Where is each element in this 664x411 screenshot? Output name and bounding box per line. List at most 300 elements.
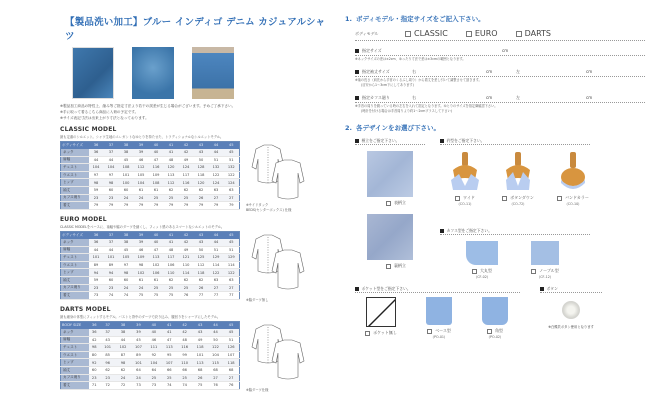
table-row xyxy=(61,336,240,344)
table-cell: 101 xyxy=(119,171,134,179)
table-cell: 85 xyxy=(100,351,115,359)
checkbox[interactable] xyxy=(386,201,391,206)
table-cell: 116 xyxy=(179,179,194,187)
table-cell: 124 xyxy=(224,179,240,187)
row-label: ウエスト xyxy=(61,171,89,179)
table-cell: 45 xyxy=(119,156,134,164)
table-cell: 122 xyxy=(208,344,223,352)
checkbox[interactable] xyxy=(472,269,477,274)
table-cell: 117 xyxy=(179,171,194,179)
size-column-header: 42 xyxy=(179,232,194,239)
model-description: CLASSIC MODELをベースに、袖幅や脇のダーツを細くし、フィット感のあるスマートなシルエットのモデル。 xyxy=(60,225,225,229)
table-cell: 64 xyxy=(146,366,161,374)
product-photos xyxy=(72,47,330,99)
table-cell: 27 xyxy=(208,374,223,382)
table-cell: 104 xyxy=(208,351,223,359)
table-cell: 51 xyxy=(223,336,239,344)
table-cell: 101 xyxy=(104,254,119,262)
size-column-header: 36 xyxy=(89,322,100,329)
left-label: 左 xyxy=(516,94,520,100)
table-cell: 39 xyxy=(134,239,149,247)
table-row xyxy=(61,359,240,367)
table-cell: 94 xyxy=(89,269,104,277)
model-title: DARTS MODEL xyxy=(60,306,111,313)
table-cell: 62 xyxy=(194,276,209,284)
table-cell: 89 xyxy=(131,351,146,359)
table-cell: 25 xyxy=(179,284,194,292)
shirt-front-photo xyxy=(72,47,114,99)
table-cell: 101 xyxy=(100,344,115,352)
table-cell: 116 xyxy=(177,344,192,352)
table-cell: 107 xyxy=(223,351,239,359)
product-notes xyxy=(60,103,330,121)
table-cell: 80 xyxy=(89,351,100,359)
sleeve-field xyxy=(355,67,645,88)
table-cell: 40 xyxy=(149,149,164,157)
table-cell: 61 xyxy=(149,186,164,194)
table-cell: 27 xyxy=(224,194,240,202)
table-cell: 51 xyxy=(209,246,224,254)
cuff-noble-image xyxy=(531,241,559,265)
table-cell: 75 xyxy=(164,292,179,300)
collar-option-wide[interactable]: ワイド (CO-11) xyxy=(440,150,490,206)
cuff-size-field xyxy=(355,93,645,114)
model-title: CLASSIC MODEL xyxy=(60,126,117,133)
size-table xyxy=(60,141,240,210)
row-label: 肩幅 xyxy=(61,336,89,344)
table-cell: 79 xyxy=(209,202,224,210)
size-column-header: 36 xyxy=(89,142,104,149)
table-cell: 98 xyxy=(119,269,134,277)
table-cell: 79 xyxy=(179,202,194,210)
fabric-swatch-image xyxy=(367,151,413,197)
table-cell: 45 xyxy=(224,239,240,247)
table-cell: 112 xyxy=(194,261,209,269)
table-cell: 66 xyxy=(162,366,177,374)
table-cell: 43 xyxy=(194,149,209,157)
table-cell: 121 xyxy=(179,254,194,262)
bullet-square-icon xyxy=(355,287,359,291)
table-cell: 63 xyxy=(224,186,240,194)
size-column-header: 40 xyxy=(146,322,161,329)
row-label: 着丈 xyxy=(61,382,89,390)
collar-closeup-photo xyxy=(132,47,174,99)
diagram-caption: ※脇ダーツ仕様 xyxy=(246,388,269,392)
collar-band-image xyxy=(553,150,593,192)
size-column-header: 40 xyxy=(149,142,164,149)
table-cell: 37 xyxy=(104,239,119,247)
table-cell: 25 xyxy=(179,194,194,202)
table-cell: 73 xyxy=(146,382,161,390)
table-cell: 38 xyxy=(119,239,134,247)
size-hint: ※ネックサイズの差は±2cm、ゆったり寸法で差は±3cmの範囲となります。 xyxy=(355,57,466,61)
table-cell: 89 xyxy=(104,261,119,269)
table-cell: 115 xyxy=(208,359,223,367)
table-cell: 60 xyxy=(119,186,134,194)
size-column-header: 38 xyxy=(119,232,134,239)
table-cell: 79 xyxy=(104,202,119,210)
bullet-square-icon xyxy=(440,139,444,143)
table-cell: 77 xyxy=(194,292,209,300)
row-label: ネック xyxy=(61,329,89,337)
table-cell: 46 xyxy=(146,336,161,344)
table-cell: 46 xyxy=(134,156,149,164)
table-cell: 45 xyxy=(119,246,134,254)
bullet-square-icon xyxy=(440,229,444,233)
shirt-outline-icon xyxy=(246,141,314,205)
table-cell: 27 xyxy=(209,284,224,292)
fabric-option-back[interactable]: 裏柄立 xyxy=(367,214,425,269)
table-row xyxy=(61,276,240,284)
table-cell: 107 xyxy=(131,344,146,352)
table-cell: 97 xyxy=(89,171,104,179)
table-cell: 68 xyxy=(192,366,207,374)
table-cell: 125 xyxy=(194,254,209,262)
table-cell: 23 xyxy=(104,194,119,202)
table-row xyxy=(61,292,240,300)
model-wearing-photo xyxy=(192,47,234,99)
table-cell: 48 xyxy=(164,246,179,254)
table-cell: 44 xyxy=(208,329,223,337)
checkbox[interactable] xyxy=(455,196,460,201)
size-column-header: 41 xyxy=(164,232,179,239)
table-cell: 100 xyxy=(119,179,134,187)
checkbox[interactable] xyxy=(427,329,432,334)
cuff-size-label: 指定カフス廻り xyxy=(362,94,390,100)
table-cell: 48 xyxy=(177,336,192,344)
table-cell: 118 xyxy=(192,344,207,352)
table-cell: 74 xyxy=(119,292,134,300)
bullet-square-icon xyxy=(355,70,359,74)
table-cell: 49 xyxy=(179,156,194,164)
size-column-header: 39 xyxy=(134,142,149,149)
table-row xyxy=(61,351,240,359)
table-cell: 37 xyxy=(104,149,119,157)
checkbox[interactable] xyxy=(557,196,562,201)
body-size-header: ボディサイズ xyxy=(61,142,89,149)
table-cell: 47 xyxy=(149,246,164,254)
table-cell: 36 xyxy=(89,149,104,157)
table-cell: 104 xyxy=(104,164,119,172)
table-cell: 74 xyxy=(177,382,192,390)
fabric-group: 柄立をご指定下さい。 表柄立 裏柄立 xyxy=(355,138,425,269)
darts-model-section xyxy=(60,306,330,391)
size-column-header: 44 xyxy=(209,142,224,149)
table-row xyxy=(61,156,240,164)
sleeve-label: 指定袖丈サイズ xyxy=(362,68,390,74)
note: ※製品加工商品の特性上、縮み等ご指定寸法より若干の誤差が生じる場合がございます。予めご了承下さい。 xyxy=(60,104,236,108)
table-cell: 129 xyxy=(224,254,240,262)
table-cell: 79 xyxy=(119,202,134,210)
checkbox[interactable] xyxy=(531,269,536,274)
table-cell: 45 xyxy=(224,149,240,157)
table-cell: 87 xyxy=(115,351,130,359)
table-cell: 26 xyxy=(194,284,209,292)
checkbox[interactable] xyxy=(365,331,370,336)
table-row xyxy=(61,149,240,157)
table-cell: 98 xyxy=(89,344,100,352)
pocket-option-square[interactable]: 角型 (PO-02) xyxy=(471,297,519,339)
table-cell: 60 xyxy=(104,186,119,194)
table-cell: 76 xyxy=(179,292,194,300)
button-group: ボタン ※白蝶貝ボタン使用となります xyxy=(540,286,602,329)
table-cell: 24 xyxy=(131,374,146,382)
table-cell: 117 xyxy=(164,254,179,262)
table-row xyxy=(61,254,240,262)
table-cell: 105 xyxy=(119,254,134,262)
table-cell: 101 xyxy=(89,254,104,262)
table-cell: 71 xyxy=(89,382,100,390)
table-row xyxy=(61,374,240,382)
table-cell: 49 xyxy=(179,246,194,254)
table-cell: 50 xyxy=(194,246,209,254)
size-column-header: 45 xyxy=(224,142,240,149)
table-cell: 124 xyxy=(179,164,194,172)
model-description: 最も定番のシルエット。シャツ生地のエレガントなゆとりを持たせた、トラディショナルなシルエットモデル。 xyxy=(60,135,224,139)
table-row xyxy=(61,269,240,277)
table-cell: 25 xyxy=(149,194,164,202)
row-label: チェスト xyxy=(61,344,89,352)
table-cell: 110 xyxy=(177,359,192,367)
table-cell: 74 xyxy=(104,292,119,300)
table-row xyxy=(61,239,240,247)
row-label: 着丈 xyxy=(61,292,89,300)
cuff-hint: ※手首の周りを測っている時の左右を入れて指定となります。ゆとりのサイズを指定御確認下さい。 (時計を付ける場合は手首周りより約1〜2cmプラスして下さい) xyxy=(355,104,498,113)
table-cell: 61 xyxy=(149,276,164,284)
row-label: チェスト xyxy=(61,254,89,262)
table-cell: 122 xyxy=(224,171,240,179)
pocket-group: ポケット型をご指定下さい。 ポケット無し ベース型 (PO-01) 角型 (PO-02) xyxy=(355,286,520,339)
table-cell: 92 xyxy=(89,359,100,367)
cuff-round-image xyxy=(466,241,498,265)
section-1-title: 1. ボディモデル・指定サイズをご記入下さい。 xyxy=(345,15,485,23)
table-cell: 47 xyxy=(149,156,164,164)
checkbox[interactable] xyxy=(502,196,507,201)
table-row xyxy=(61,344,240,352)
table-cell: 60 xyxy=(89,366,100,374)
table-row xyxy=(61,284,240,292)
fabric-swatch-image xyxy=(367,214,413,260)
table-cell: 44 xyxy=(89,156,104,164)
table-cell: 48 xyxy=(164,156,179,164)
table-cell: 25 xyxy=(164,284,179,292)
table-cell: 97 xyxy=(104,171,119,179)
table-cell: 73 xyxy=(131,382,146,390)
table-cell: 79 xyxy=(194,202,209,210)
row-label: ウエスト xyxy=(61,351,89,359)
pocket-option-base[interactable]: ベース型 (PO-01) xyxy=(415,297,463,339)
table-cell: 89 xyxy=(89,261,104,269)
checkbox[interactable] xyxy=(405,31,411,37)
table-cell: 24 xyxy=(134,284,149,292)
table-cell: 122 xyxy=(209,269,224,277)
collar-button-down-image xyxy=(498,150,538,192)
row-label: 肩幅 xyxy=(61,246,89,254)
table-cell: 44 xyxy=(89,246,104,254)
table-cell: 62 xyxy=(179,276,194,284)
table-cell: 51 xyxy=(224,156,240,164)
diagram-caption: ※サイドタック BEDS(センターボックス) 仕様 xyxy=(246,203,292,212)
option-darts[interactable]: DARTS xyxy=(516,29,551,38)
body-size-header: BODY SIZE xyxy=(61,322,89,329)
table-header-row xyxy=(61,142,240,149)
note: ※手に取って着るこちら商品に入荷の予定です。 xyxy=(60,110,139,114)
table-cell: 24 xyxy=(115,374,130,382)
table-cell: 26 xyxy=(192,374,207,382)
size-column-header: 43 xyxy=(192,322,207,329)
size-label: 指定サイズ xyxy=(362,47,382,53)
pocket-option-none[interactable]: ポケット無し xyxy=(355,297,407,339)
shirt-outline-icon xyxy=(246,321,314,385)
table-cell: 109 xyxy=(134,254,149,262)
table-cell: 25 xyxy=(146,374,161,382)
table-cell: 113 xyxy=(149,254,164,262)
size-column-header: 42 xyxy=(179,142,194,149)
table-cell: 40 xyxy=(149,239,164,247)
table-cell: 45 xyxy=(223,329,239,337)
size-column-header: 44 xyxy=(209,232,224,239)
table-cell: 122 xyxy=(224,269,240,277)
size-column-header: 43 xyxy=(194,142,209,149)
table-cell: 79 xyxy=(149,202,164,210)
size-column-header: 38 xyxy=(119,142,134,149)
table-cell: 25 xyxy=(164,194,179,202)
table-cell: 37 xyxy=(100,329,115,337)
size-column-header: 40 xyxy=(149,232,164,239)
table-row xyxy=(61,202,240,210)
row-label: カフス廻り xyxy=(61,194,89,202)
shell-button-image xyxy=(562,301,580,319)
table-cell: 72 xyxy=(100,382,115,390)
collar-option-button-down[interactable]: ボタンダウン (CO-72) xyxy=(490,150,546,206)
row-label: ウエスト xyxy=(61,261,89,269)
table-cell: 23 xyxy=(89,374,100,382)
table-cell: 44 xyxy=(104,246,119,254)
table-row xyxy=(61,186,240,194)
table-cell: 23 xyxy=(100,374,115,382)
table-cell: 96 xyxy=(100,359,115,367)
table-cell: 61 xyxy=(134,186,149,194)
table-cell: 73 xyxy=(89,292,104,300)
table-cell: 101 xyxy=(192,351,207,359)
table-row xyxy=(61,246,240,254)
table-cell: 51 xyxy=(209,156,224,164)
row-label: チェスト xyxy=(61,164,89,172)
table-cell: 68 xyxy=(223,366,239,374)
table-cell: 23 xyxy=(104,284,119,292)
no-pocket-icon xyxy=(366,297,396,327)
table-cell: 113 xyxy=(164,171,179,179)
collar-wide-image xyxy=(445,150,485,192)
table-cell: 50 xyxy=(208,336,223,344)
size-column-header: 38 xyxy=(115,322,130,329)
table-cell: 79 xyxy=(164,202,179,210)
table-cell: 62 xyxy=(164,186,179,194)
fabric-option-front[interactable]: 表柄立 xyxy=(367,151,425,206)
table-cell: 98 xyxy=(115,359,130,367)
table-cell: 63 xyxy=(224,276,240,284)
table-cell: 76 xyxy=(223,382,239,390)
cuff-option-noble[interactable]: ノーブル型 (CF-12) xyxy=(520,241,570,279)
table-cell: 107 xyxy=(162,359,177,367)
size-column-header: 37 xyxy=(104,142,119,149)
table-cell: 47 xyxy=(162,336,177,344)
unit-label: cm xyxy=(486,95,493,100)
shirt-outline-icon xyxy=(246,231,314,295)
unit-label: cm xyxy=(586,95,593,100)
table-cell: 68 xyxy=(208,366,223,374)
table-cell: 114 xyxy=(179,269,194,277)
diagram-caption: ※脇ダーツ無し xyxy=(246,298,269,302)
table-cell: 44 xyxy=(209,239,224,247)
checkbox[interactable] xyxy=(487,329,492,334)
pocket-base-image xyxy=(426,297,452,325)
size-column-header: 39 xyxy=(134,232,149,239)
row-label: カフス廻り xyxy=(61,374,89,382)
sleeve-hint: ※袖の長さ（肩先から手首のくるぶし周り）から着丈を差し引いて調整させて頂きます。 (目安から1〜3cm下にしてあります) xyxy=(355,78,482,87)
note: ※サイズ表記寸法は出来上がり寸法となっております。 xyxy=(60,116,149,120)
table-row xyxy=(61,194,240,202)
button-note: ※白蝶貝ボタン使用となります xyxy=(548,325,594,329)
table-cell: 62 xyxy=(194,186,209,194)
table-cell: 23 xyxy=(89,284,104,292)
table-cell: 66 xyxy=(177,366,192,374)
table-cell: 50 xyxy=(194,156,209,164)
table-cell: 44 xyxy=(104,156,119,164)
collar-option-band[interactable]: バンドカラー (CO-10) xyxy=(546,150,600,206)
table-cell: 75 xyxy=(134,292,149,300)
checkbox[interactable] xyxy=(386,264,391,269)
table-cell: 105 xyxy=(134,171,149,179)
table-cell: 43 xyxy=(100,336,115,344)
option-classic[interactable]: CLASSIC xyxy=(405,29,448,38)
size-table xyxy=(60,321,240,390)
table-cell: 46 xyxy=(134,246,149,254)
checkbox[interactable] xyxy=(516,31,522,37)
option-euro[interactable]: EURO xyxy=(466,29,498,38)
checkbox[interactable] xyxy=(466,31,472,37)
model-description: 最も細身の体型にフィットするモデル。バストと背中のダーツで絞り込み、腰回りをシャープにしたモデル。 xyxy=(60,315,221,319)
table-cell: 74 xyxy=(162,382,177,390)
table-cell: 94 xyxy=(104,269,119,277)
table-cell: 41 xyxy=(164,149,179,157)
table-cell: 97 xyxy=(119,261,134,269)
table-row xyxy=(61,382,240,390)
cuff-option-round[interactable]: 大丸型 (CF-02) xyxy=(460,241,504,279)
table-cell: 95 xyxy=(162,351,177,359)
table-cell: 75 xyxy=(192,382,207,390)
table-cell: 36 xyxy=(89,239,104,247)
table-cell: 38 xyxy=(119,149,134,157)
table-cell: 110 xyxy=(179,261,194,269)
bullet-square-icon xyxy=(355,139,359,143)
section-2-title: 2. 各デザインをお選び下さい。 xyxy=(345,124,441,132)
table-cell: 25 xyxy=(149,284,164,292)
table-cell: 76 xyxy=(208,382,223,390)
right-label: 右 xyxy=(412,68,416,74)
size-column-header: 44 xyxy=(208,322,223,329)
order-form-column xyxy=(345,14,645,348)
table-cell: 79 xyxy=(134,202,149,210)
table-cell: 113 xyxy=(162,344,177,352)
table-cell: 41 xyxy=(164,239,179,247)
left-label: 左 xyxy=(516,68,520,74)
table-cell: 62 xyxy=(100,366,115,374)
cuff-group: カフス型をご指定下さい。 大丸型 (CF-02) ノーブル型 (CF-12) xyxy=(440,228,590,279)
table-cell: 51 xyxy=(224,246,240,254)
table-row xyxy=(61,179,240,187)
euro-model-section xyxy=(60,216,330,301)
